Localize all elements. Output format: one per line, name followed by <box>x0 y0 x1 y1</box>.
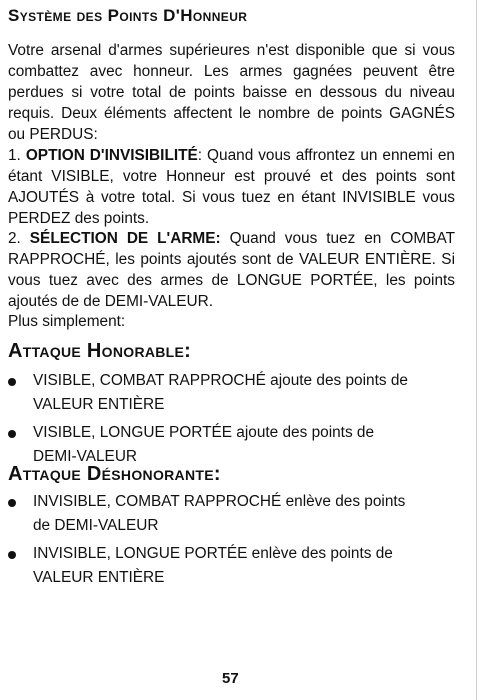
intro-paragraph: Votre arsenal d'armes supérieures n'est disponible que si vous combattez avec honneur. Les armes gagnées peuvent être perdues si votre total de points baisse en dessous du niveau requis. Deux éléments affectent le nombre de points GAGNÉS ou PERDUS: <box>8 42 455 143</box>
bullet-icon <box>8 499 16 507</box>
honorable-attack-list <box>8 369 458 473</box>
list-item-text: INVISIBLE, COMBAT RAPPROCHÉ enlève des points de DEMI-VALEUR <box>33 493 406 534</box>
list-item-text: VISIBLE, LONGUE PORTÉE ajoute des points de DEMI-VALEUR <box>33 424 375 465</box>
list-item-text: VISIBLE, COMBAT RAPPROCHÉ ajoute des points de VALEUR ENTIÈRE <box>33 372 408 413</box>
option-invisibility-text: : Quand vous affrontez un ennemi en étant VISIBLE, votre Honneur est prouvé et des points sont AJOUTÉS à votre total. Si vous tuez en étant INVISIBLE vous PERDEZ des points. <box>8 147 455 227</box>
list-item <box>8 421 413 469</box>
dishonorable-attack-heading: Attaque Déshonorante: <box>8 463 221 485</box>
list-item-text: INVISIBLE, LONGUE PORTÉE enlève des points de VALEUR ENTIÈRE <box>33 545 393 586</box>
option-invisibility-number: 1. <box>8 147 21 164</box>
bullet-icon <box>8 551 16 559</box>
weapon-selection-label: SÉLECTION DE L'ARME: <box>29 230 221 247</box>
honorable-attack-heading: Attaque Honorable: <box>8 340 192 362</box>
weapon-selection-number: 2. <box>8 230 21 247</box>
list-item <box>8 490 413 538</box>
option-invisibility-label: OPTION D'INVISIBILITÉ <box>25 147 198 164</box>
bullet-icon <box>8 378 16 386</box>
page-edge-line <box>476 0 477 700</box>
bullet-icon <box>8 430 16 438</box>
page-number: 57 <box>222 670 239 687</box>
list-item <box>8 369 413 417</box>
summary-intro: Plus simplement: <box>8 313 126 330</box>
weapon-selection-paragraph <box>8 228 455 312</box>
option-invisibility-paragraph <box>8 145 455 229</box>
manual-page <box>8 0 458 700</box>
list-item <box>8 542 413 590</box>
dishonorable-attack-list <box>8 490 458 594</box>
weapon-selection-text: Quand vous tuez en COMBAT RAPPROCHÉ, les points ajoutés sont de VALEUR ENTIÈRE. Si vous tuez avec des armes de LONGUE PORTÉE, les points ajoutés de de DEMI-VALEUR. <box>8 230 456 310</box>
page-title: Système des Points D'Honneur <box>8 6 248 25</box>
